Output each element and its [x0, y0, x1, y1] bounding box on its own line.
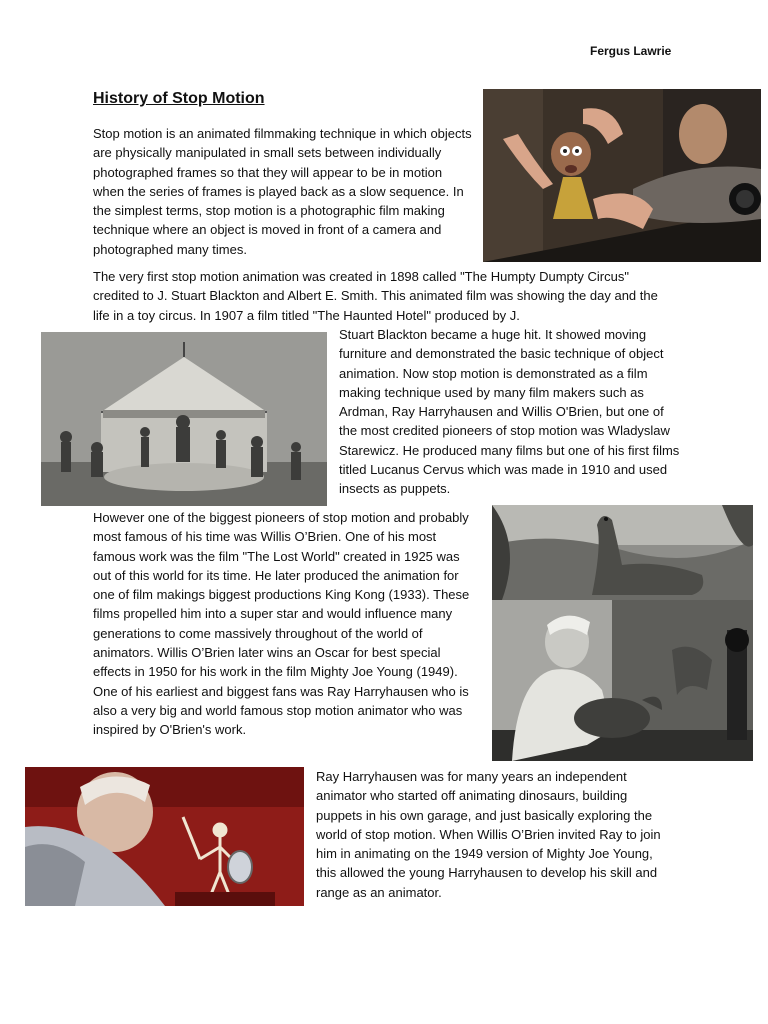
page-title: History of Stop Motion [93, 90, 265, 107]
intro-paragraph: Stop motion is an animated filmmaking technique in which objects are physically manipulated in small sets between individually photographed frames so that they will appear to be in motion when the series of frames is played back as a slow sequence. In the simplest terms, stop motion is a photographic film making technique where an object is moved in front of a camera and photographed many times. [93, 126, 472, 257]
willis-obrien-photo [492, 600, 753, 761]
animator-puppet-photo [483, 89, 761, 262]
history-paragraph-top: The very first stop motion animation was created in 1898 called "The Humpty Dumpty Circus" credited to J. Stuart Blackton and Albert E. Smith. This animated film was showing the day and the life in a toy circus. In 1907 a film titled "The Haunted Hotel" produced by J. [93, 269, 658, 323]
author-name: Fergus Lawrie [590, 44, 672, 58]
harryhausen-paragraph: Ray Harryhausen was for many years an independent animator who started off animating dinosaurs, building puppets in his own garage, and just basically exploring the world of stop motion. When Willis O’Brien invited Ray to join him in animating on the 1949 version of Mighty Joe Young, this allowed the young Harryhausen to develop his skill and range as an animator. [316, 769, 661, 900]
history-paragraph-side: Stuart Blackton became a huge hit. It showed moving furniture and demonstrated the basic technique of object animation. Now stop motion is demonstrated as a film making technique used by many film makers such as Ardman, Ray Harryhausen and Willis O'Brien, but one of the most credited pioneers of stop motion was Wladyslaw Starewicz. He produced many films but one of his first films titled Lucanus Cervus which was made in 1910 and used insects as puppets. [339, 327, 680, 497]
obrien-paragraph: However one of the biggest pioneers of stop motion and probably most famous of his time was Willis O’Brien. One of his most famous work was the film "The Lost World" created in 1925 was out of this world for its time. He later produced the animation for one of film makings biggest productions King Kong (1933). These films propelled him into a super star and would influence many generations to come massively throughout of the world of animators. Willis O’Brien later wins an Oscar for best special effects in 1950 for his work in the film Mighty Joe Young (1949). One of his earliest and biggest fans was Ray Harryhausen who is also a very big and world famous stop motion animator who was inspired by O'Brien's work. [93, 510, 470, 738]
toy-circus-photo [41, 332, 327, 506]
ray-harryhausen-photo [25, 767, 304, 906]
lost-world-dinosaur-photo [492, 505, 753, 600]
